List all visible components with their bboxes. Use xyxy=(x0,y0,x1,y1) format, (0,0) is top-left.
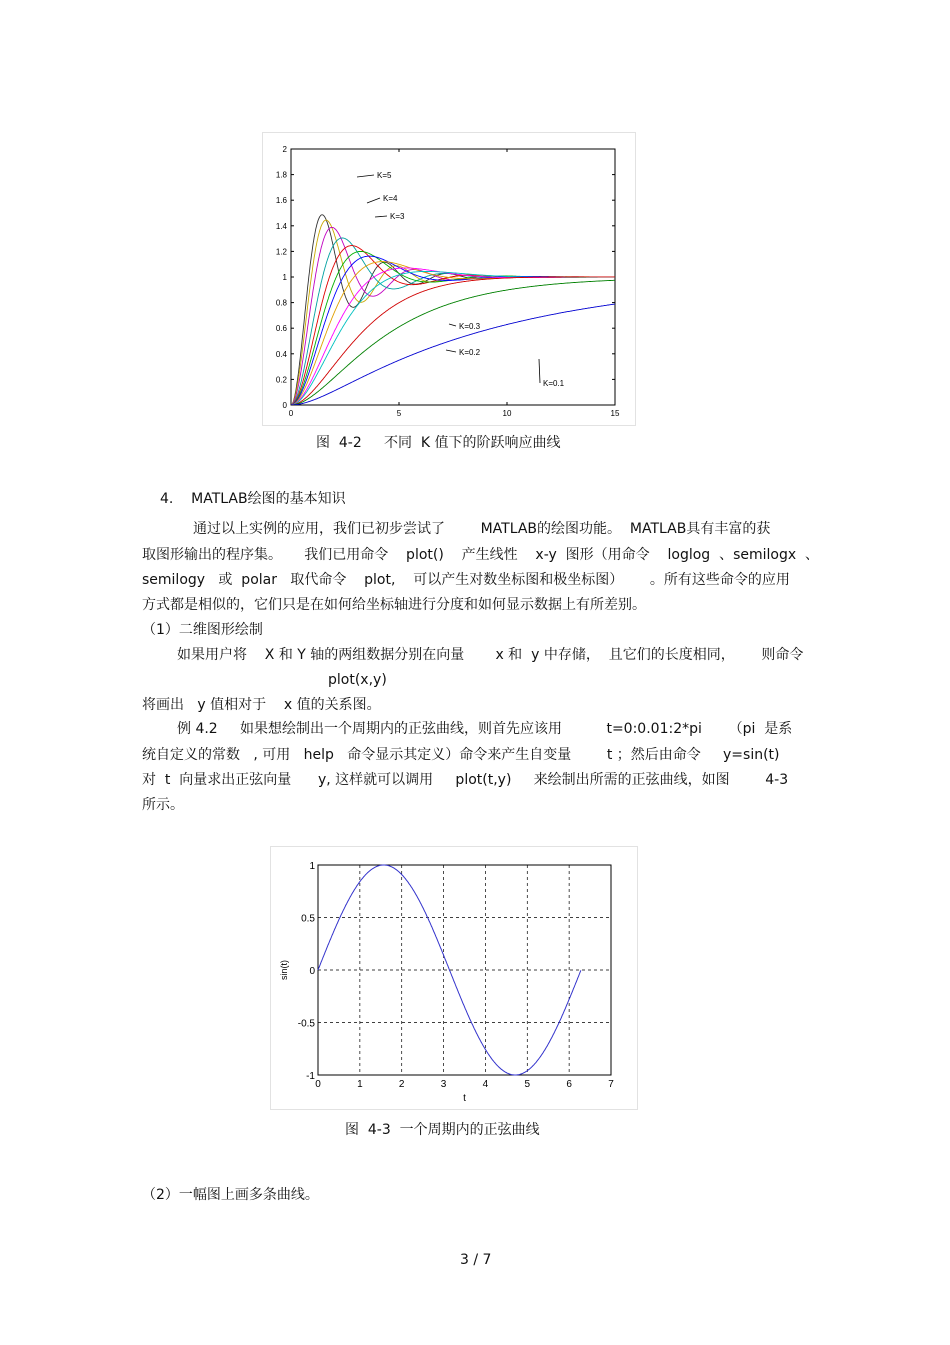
y-tick-label: 0 xyxy=(309,966,315,977)
y-tick-label: 2 xyxy=(282,145,287,154)
x-tick-label: 0 xyxy=(288,409,294,418)
annotation-label: K=5 xyxy=(377,171,392,180)
y-tick-label: 1.2 xyxy=(275,247,287,257)
x-tick-label: 1 xyxy=(357,1079,363,1090)
figure-4-3-frame xyxy=(270,846,638,1110)
paragraph-1-line-3: semilogy 或 polar 取代命令 plot, 可以产生对数坐标图和极坐标图） 。所有这些命令的应用 xyxy=(142,572,790,588)
y-tick-label: 0.8 xyxy=(275,298,287,308)
x-tick-label: 10 xyxy=(502,409,512,418)
paragraph-3-line-4: 所示。 xyxy=(142,797,184,813)
y-tick-label: 1.6 xyxy=(275,196,287,206)
annotation-label: K=4 xyxy=(383,194,398,203)
subheading-multiple-curves: （2）一幅图上画多条曲线。 xyxy=(142,1187,319,1203)
y-tick-label: -0.5 xyxy=(297,1018,315,1030)
x-tick-label: 7 xyxy=(608,1079,614,1090)
x-axis-label: t xyxy=(463,1093,466,1104)
y-tick-label: 1 xyxy=(282,273,287,282)
figure-4-2-caption: 图 4-2 不同 K 值下的阶跃响应曲线 xyxy=(316,435,561,451)
x-tick-label: 5 xyxy=(396,409,402,418)
step-response-chart xyxy=(263,133,635,425)
annotation-label: K=0.2 xyxy=(459,348,481,357)
y-axis-label: sin(t) xyxy=(279,960,289,980)
y-tick-label: -1 xyxy=(306,1071,315,1082)
annotation-label: K=0.1 xyxy=(543,379,565,388)
y-tick-label: 0.5 xyxy=(301,913,315,925)
paragraph-2-line-3: 将画出 y 值相对于 x 值的关系图。 xyxy=(142,697,381,713)
paragraph-1-line-2: 取图形输出的程序集。 我们已用命令 plot() 产生线性 x-y 图形（用命令 loglog 、semilogx 、 xyxy=(142,547,820,563)
section-heading: 4. MATLAB绘图的基本知识 xyxy=(160,491,346,507)
y-tick-label: 0 xyxy=(282,401,287,410)
annotation-label: K=0.3 xyxy=(459,322,481,331)
paragraph-3-line-2: 统自定义的常数 , 可用 help 命令显示其定义）命令来产生自变量 t ；然后由命令 y=sin(t) xyxy=(142,747,780,763)
y-tick-label: 1.8 xyxy=(275,170,287,180)
subheading-2d-plot: （1）二维图形绘制 xyxy=(142,622,263,638)
figure-4-2-frame xyxy=(262,132,636,426)
paragraph-3-line-3: 对 t 向量求出正弦向量 y, 这样就可以调用 plot(t,y) 来绘制出所需的正弦曲线，如图 4-3 xyxy=(142,772,789,788)
x-tick-label: 0 xyxy=(315,1079,321,1090)
y-tick-label: 0.4 xyxy=(275,349,287,359)
paragraph-3-line-1: 例 4.2 如果想绘制出一个周期内的正弦曲线，则首先应该用 t=0:0.01:2*pi （pi 是系 xyxy=(177,721,793,737)
paragraph-1-line-4: 方式都是相似的，它们只是在如何给坐标轴进行分度和如何显示数据上有所差别。 xyxy=(142,597,646,613)
paragraph-2-line-2: plot(x,y) xyxy=(328,672,387,688)
x-tick-label: 5 xyxy=(524,1079,531,1090)
paragraph-1-line-1: 通过以上实例的应用，我们已初步尝试了 MATLAB的绘图功能。 MATLAB具有丰富的获 xyxy=(193,521,771,537)
x-tick-label: 3 xyxy=(440,1079,447,1090)
x-tick-label: 15 xyxy=(610,409,620,418)
annotation-label: K=3 xyxy=(390,212,405,221)
figure-4-3-caption: 图 4-3 一个周期内的正弦曲线 xyxy=(345,1122,540,1138)
y-tick-label: 1 xyxy=(309,861,315,872)
x-tick-label: 6 xyxy=(566,1079,572,1090)
sine-curve-chart xyxy=(271,847,637,1109)
y-tick-label: 1.4 xyxy=(275,221,287,231)
y-tick-label: 0.6 xyxy=(275,324,287,334)
x-tick-label: 4 xyxy=(482,1079,489,1090)
y-tick-label: 0.2 xyxy=(275,375,287,385)
paragraph-2-line-1: 如果用户将 X 和 Y 轴的两组数据分别在向量 x 和 y 中存储， 且它们的长度相同， 则命令 xyxy=(177,647,804,663)
x-tick-label: 2 xyxy=(398,1079,405,1090)
page-number: 3 / 7 xyxy=(460,1252,492,1268)
